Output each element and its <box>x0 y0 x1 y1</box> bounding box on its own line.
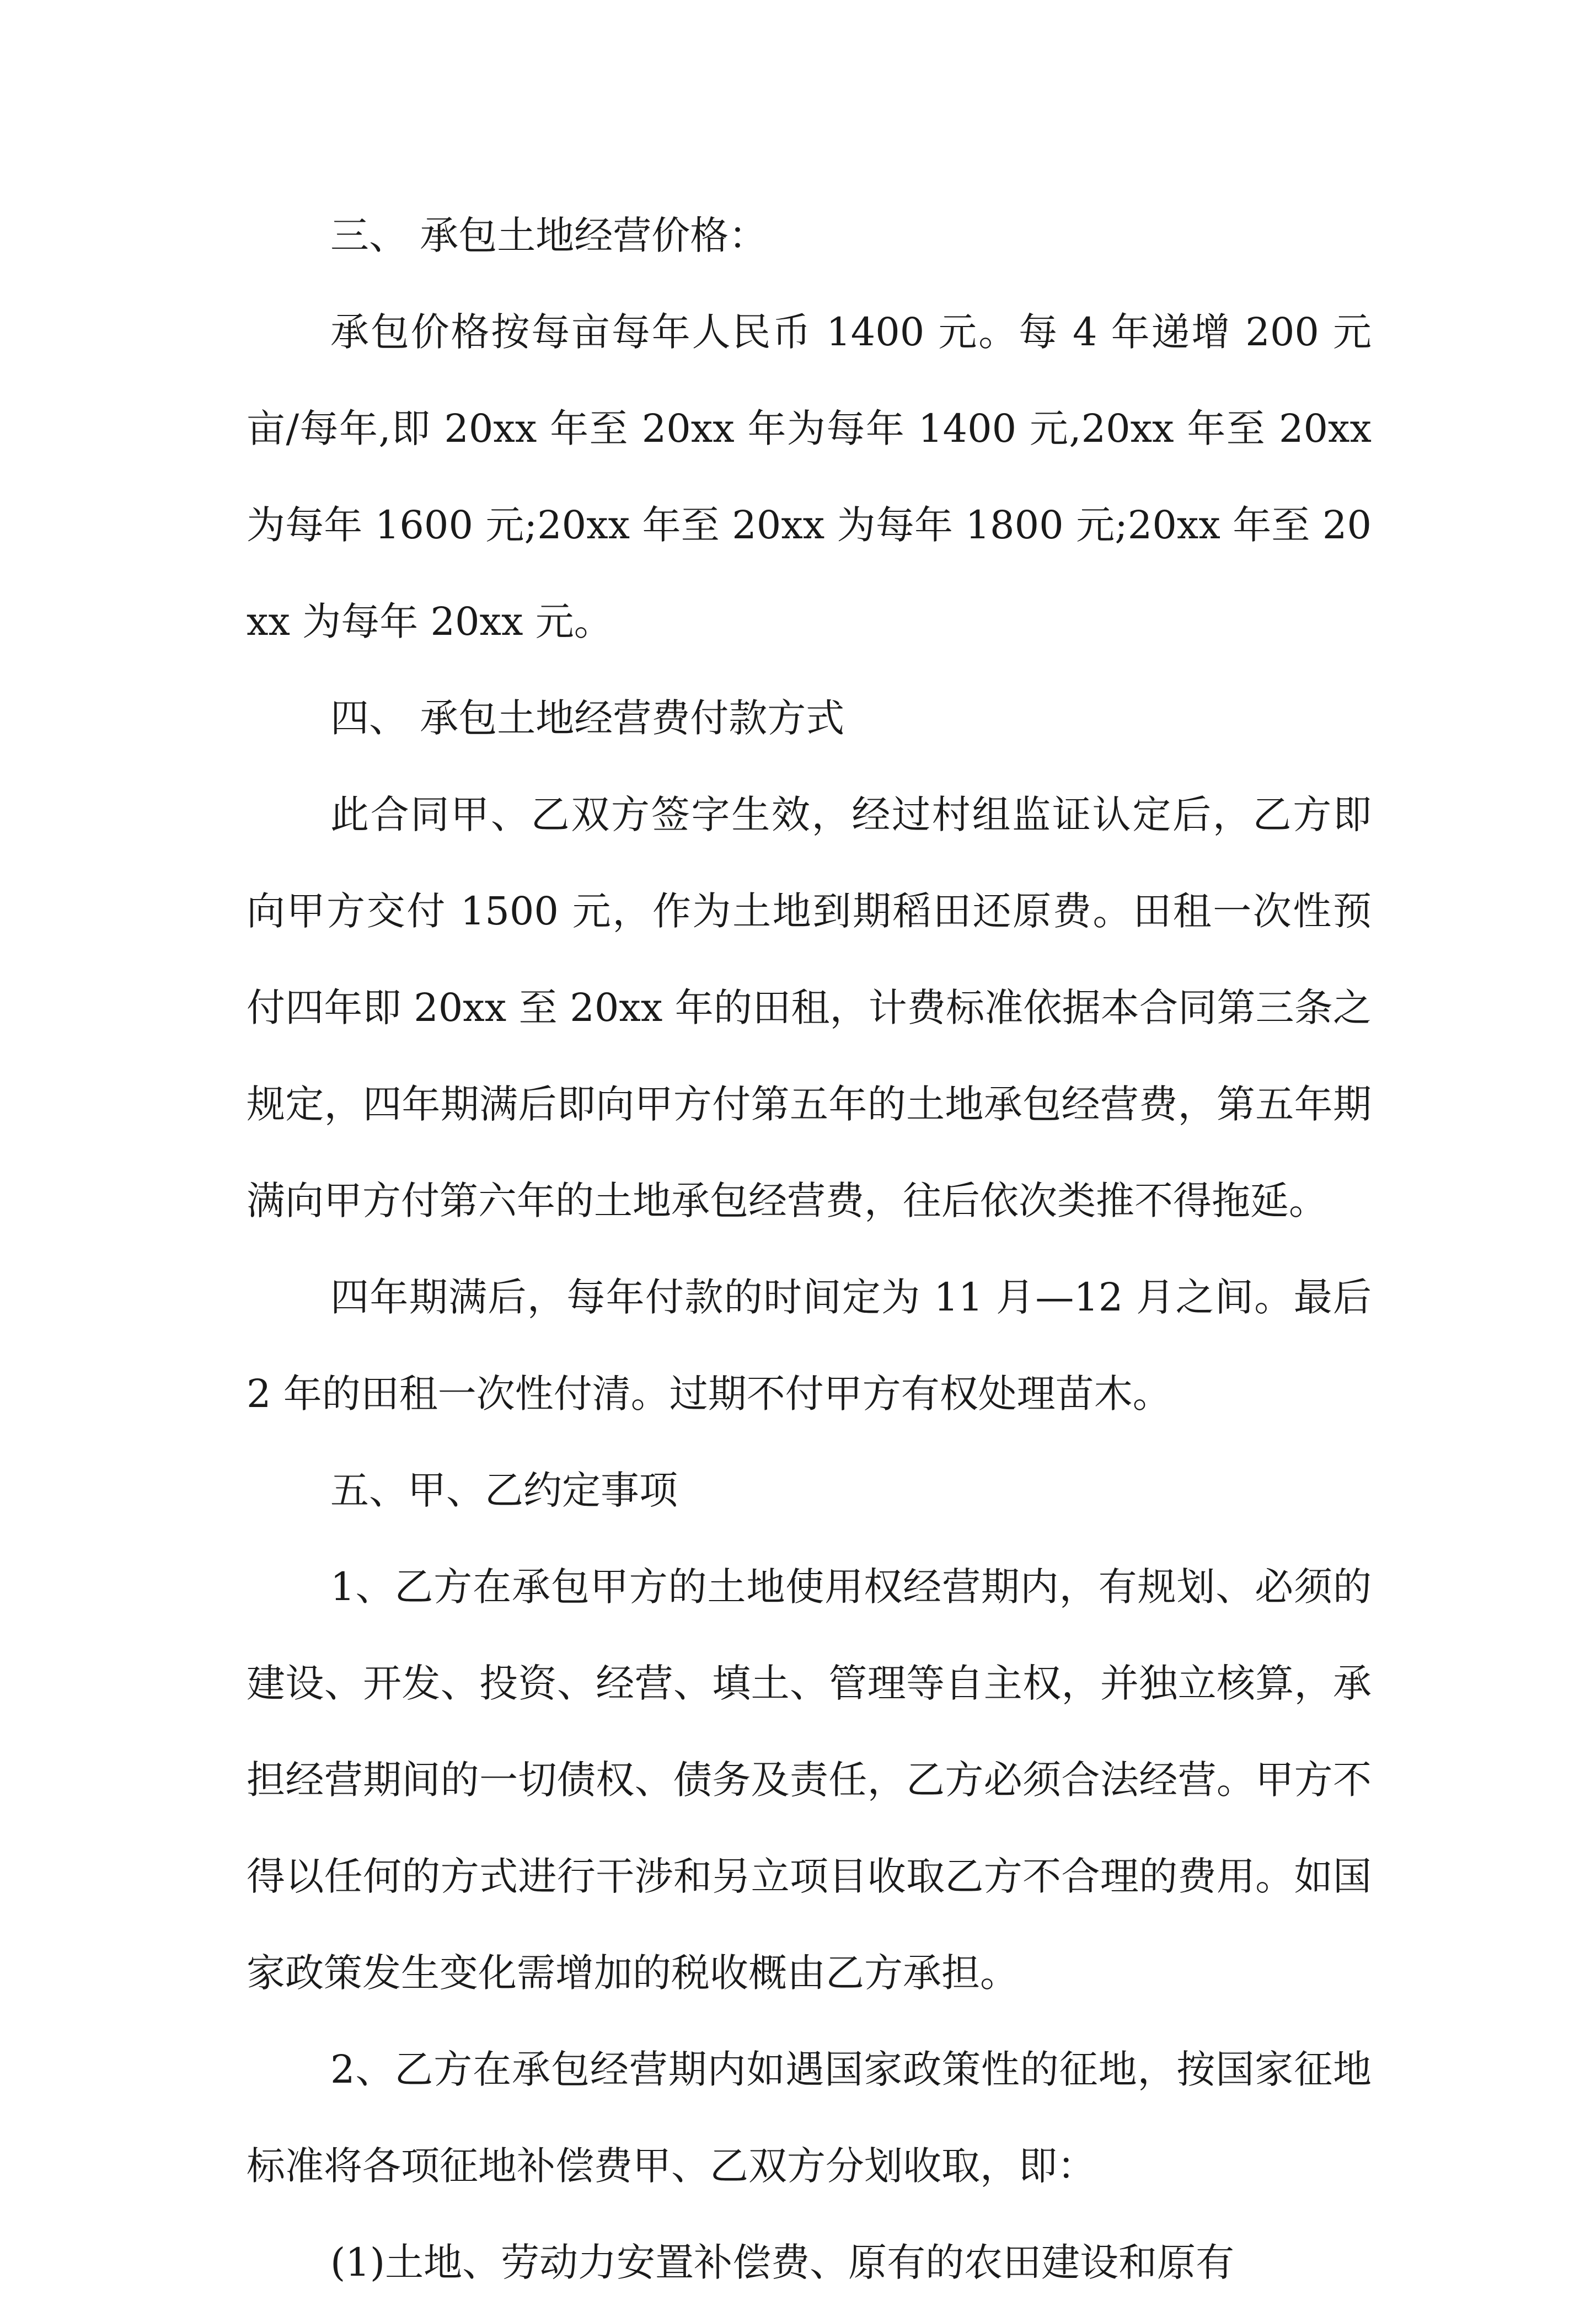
section-5-item-1: 1、乙方在承包甲方的土地使用权经营期内，有规划、必须的建设、开发、投资、经营、填土、管理等自主权，并独立核算，承担经营期间的一切债权、债务及责任，乙方必须合法经营。甲方不得以任何的方式进行干涉和另立项目收取乙方不合理的费用。如国家政策发生变化需增加的税收概由乙方承担。 <box>247 1564 1372 1996</box>
section-4-paragraph-1: 此合同甲、乙双方签字生效，经过村组监证认定后，乙方即向甲方交付 1500 元，作为土地到期稻田还原费。田租一次性预付四年即 20xx 至 20xx 年的田租，计费标准依据本合同第三条之规定，四年期满后即向甲方付第五年的土地承包经营费，第五年期满向甲方付第六年的土地承包经营费，往后依次类推不得拖延。 <box>247 792 1372 1223</box>
section-3-paragraph: 承包价格按每亩每年人民币 1400 元。每 4 年递增 200 元亩/每年,即 20xx 年至 20xx 年为每年 1400 元,20xx 年至 20xx 为每年 1600 元;20xx 年至 20xx 为每年 1800 元;20xx 年至 20xx 为每年 20xx 元。 <box>247 309 1372 644</box>
section-3-heading: 三、 承包土地经营价格： <box>330 213 768 258</box>
section-5-item-2-sub-1: (1)土地、劳动力安置补偿费、原有的农田建设和原有 <box>330 2240 1235 2285</box>
document-body <box>247 188 1372 2311</box>
section-5-item-2: 2、乙方在承包经营期内如遇国家政策性的征地，按国家征地标准将各项征地补偿费甲、乙双方分划收取，即： <box>247 2047 1372 2189</box>
section-4-heading: 四、 承包土地经营费付款方式 <box>330 696 845 741</box>
section-5-heading: 五、甲、乙约定事项 <box>330 1468 678 1513</box>
section-4-paragraph-2: 四年期满后，每年付款的时间定为 11 月—12 月之间。最后 2 年的田租一次性付清。过期不付甲方有权处理苗木。 <box>247 1275 1372 1416</box>
